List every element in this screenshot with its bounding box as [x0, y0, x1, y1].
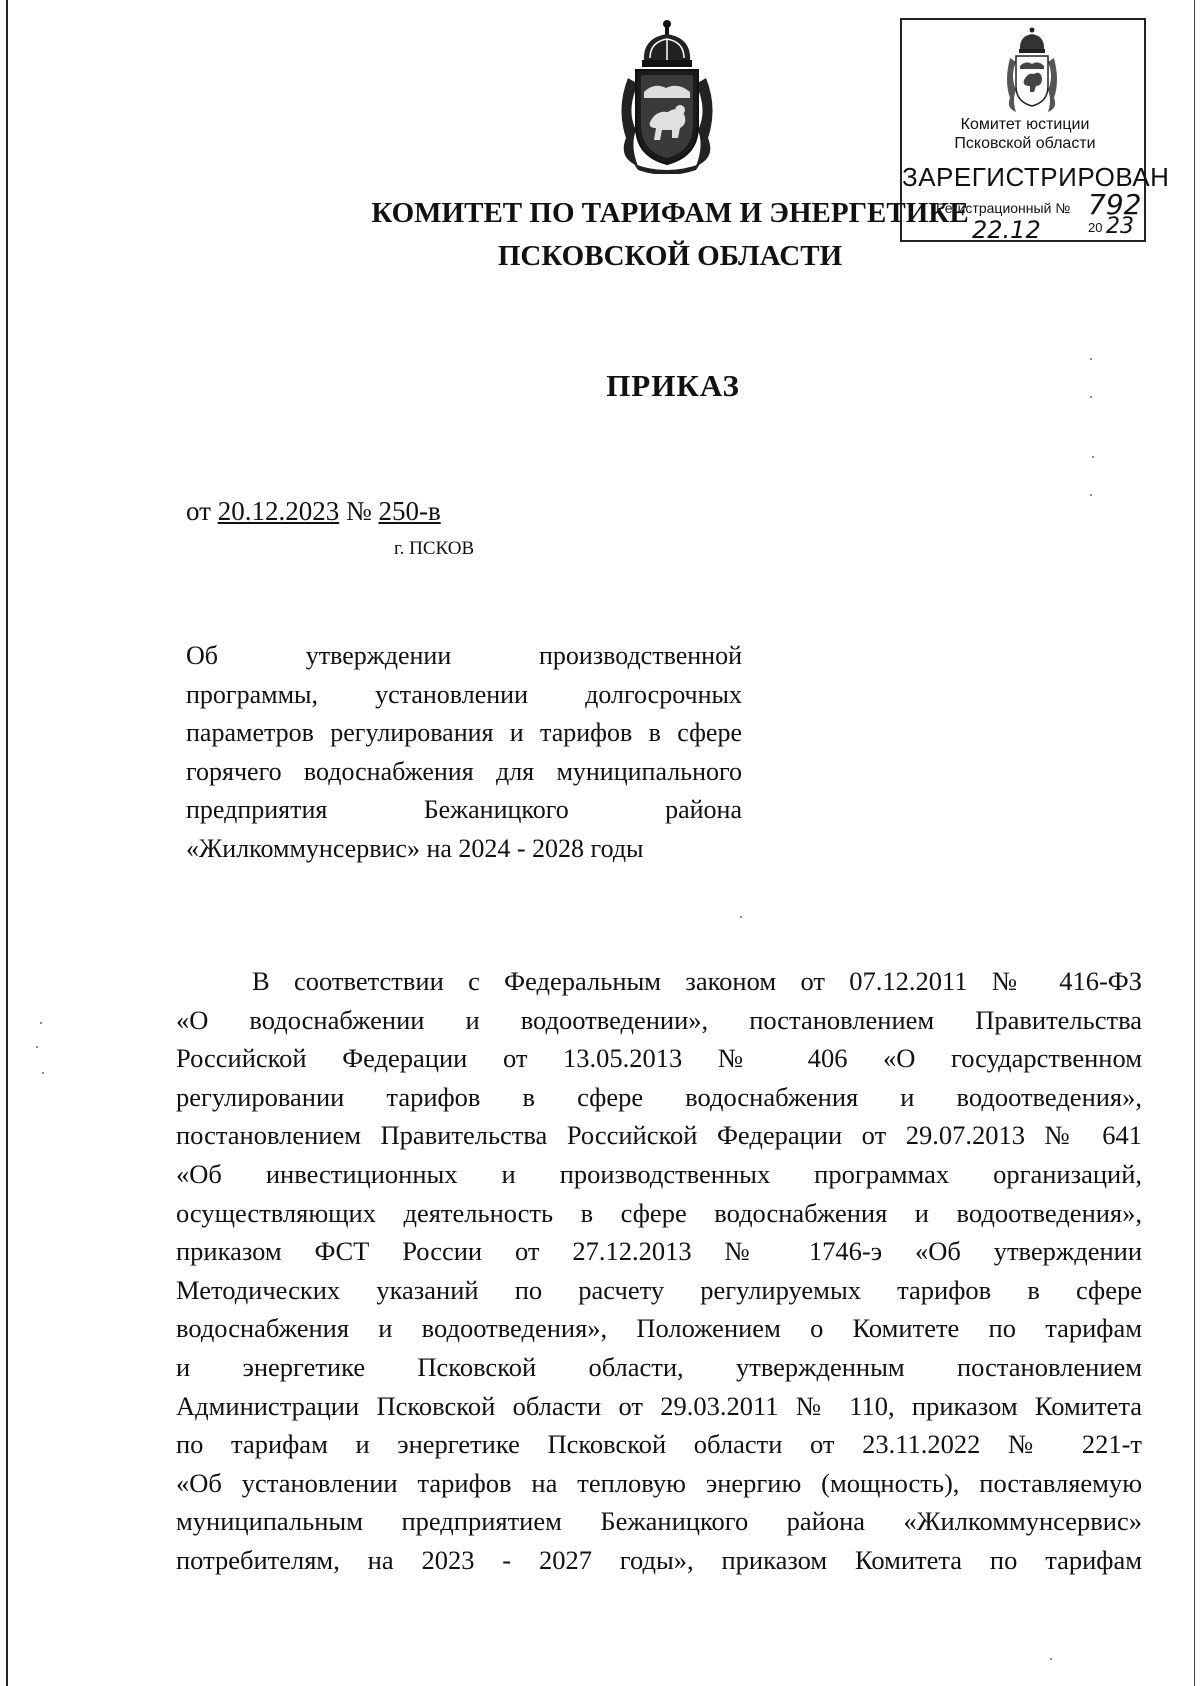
scan-left-border [6, 0, 8, 1686]
committee-title-line2: ПСКОВСКОЙ ОБЛАСТИ [497, 240, 843, 272]
scan-right-border [1194, 0, 1195, 1686]
subject-line: Об утверждении производственной [186, 641, 742, 670]
body-line: и энергетике Псковской области, утвержденным постановлением [176, 1351, 1142, 1382]
subject-line: «Жилкоммунсервис» на 2024 - 2028 годы [186, 833, 644, 863]
order-number: 250-в [378, 496, 441, 526]
body-line: водоснабжения и водоотведения», Положением о Комитете по тарифам [176, 1313, 1142, 1344]
scan-speck [1090, 494, 1092, 496]
body-line: Методических указаний по расчету регулируемых тарифов в сфере [176, 1274, 1142, 1305]
subject-line: программы, установлении долгосрочных [186, 679, 742, 709]
subject-line: параметров регулирования и тарифов в сфере [186, 718, 742, 747]
order-date: 20.12.2023 [217, 496, 340, 526]
body-line: «О водоснабжении и водоотведении», постановлением Правительства [176, 1004, 1142, 1035]
body-line: потребителям, на 2023 - 2027 годы», приказом Комитета по тарифам [176, 1544, 1142, 1575]
scan-speck [36, 1046, 38, 1048]
order-date-prefix: от [186, 496, 211, 526]
scan-speck [40, 1022, 42, 1024]
body-line: Российской Федерации от 13.05.2013 № 406 «О государственном [176, 1043, 1142, 1074]
scan-speck [740, 916, 742, 918]
pskov-coat-of-arms-icon [608, 18, 726, 174]
scan-speck [42, 1072, 44, 1074]
scan-speck [1050, 1658, 1052, 1660]
body-line: регулировании тарифов в сфере водоснабжения и водоотведения», [176, 1081, 1142, 1112]
body-line: постановлением Правительства Российской Федерации от 29.07.2013 № 641 [176, 1120, 1142, 1151]
body-line: приказом ФСТ России от 27.12.2013 № 1746-э «Об утверждении [176, 1236, 1142, 1267]
stamp-authority-line2: Псковской области [954, 135, 1096, 152]
scan-speck [1092, 456, 1094, 458]
scan-speck [1090, 358, 1092, 360]
body-line: «Об инвестиционных и производственных программах организаций, [176, 1158, 1142, 1189]
stamp-registration-date: 22.12 [972, 216, 1041, 244]
stamp-registered-status: ЗАРЕГИСТРИРОВАН [902, 162, 1170, 192]
stamp-registration-label: Регистрационный № [936, 200, 1071, 216]
stamp-authority-line1: Комитет юстиции [960, 116, 1090, 133]
body-line: по тарифам и энергетике Псковской области от 23.11.2022 № 221-т [176, 1429, 1142, 1460]
committee-title-line1: КОМИТЕТ ПО ТАРИФАМ И ЭНЕРГЕТИКЕ [371, 197, 969, 229]
body-line: Администрации Псковской области от 29.03.2011 № 110, приказом Комитета [176, 1390, 1142, 1421]
stamp-registration-number: 792 [1088, 188, 1142, 221]
order-date-number [186, 496, 441, 527]
subject-line: предприятия Бежаницкого района [186, 795, 742, 824]
order-city: г. ПСКОВ [394, 538, 475, 559]
subject-line: горячего водоснабжения для муниципального [186, 756, 742, 786]
scan-speck [1090, 396, 1092, 398]
body-line: муниципальным предприятием Бежаницкого района «Жилкоммунсервис» [176, 1506, 1142, 1537]
order-body-paragraph [176, 962, 1142, 1580]
order-number-sign: № [345, 496, 372, 526]
committee-title [270, 192, 1070, 278]
stamp-coat-of-arms-icon [1002, 26, 1062, 116]
stamp-year-suffix: 23 [1106, 214, 1134, 239]
stamp-year-prefix: 20 [1088, 220, 1103, 235]
document-type-heading: ПРИКАЗ [606, 368, 740, 403]
order-subject [186, 637, 742, 868]
body-line: осуществляющих деятельность в сфере водоснабжения и водоотведения», [176, 1197, 1142, 1228]
body-line: «Об установлении тарифов на тепловую энергию (мощность), поставляемую [176, 1467, 1142, 1498]
body-line: В соответствии с Федеральным законом от 07.12.2011 № 416-ФЗ [252, 966, 1142, 996]
